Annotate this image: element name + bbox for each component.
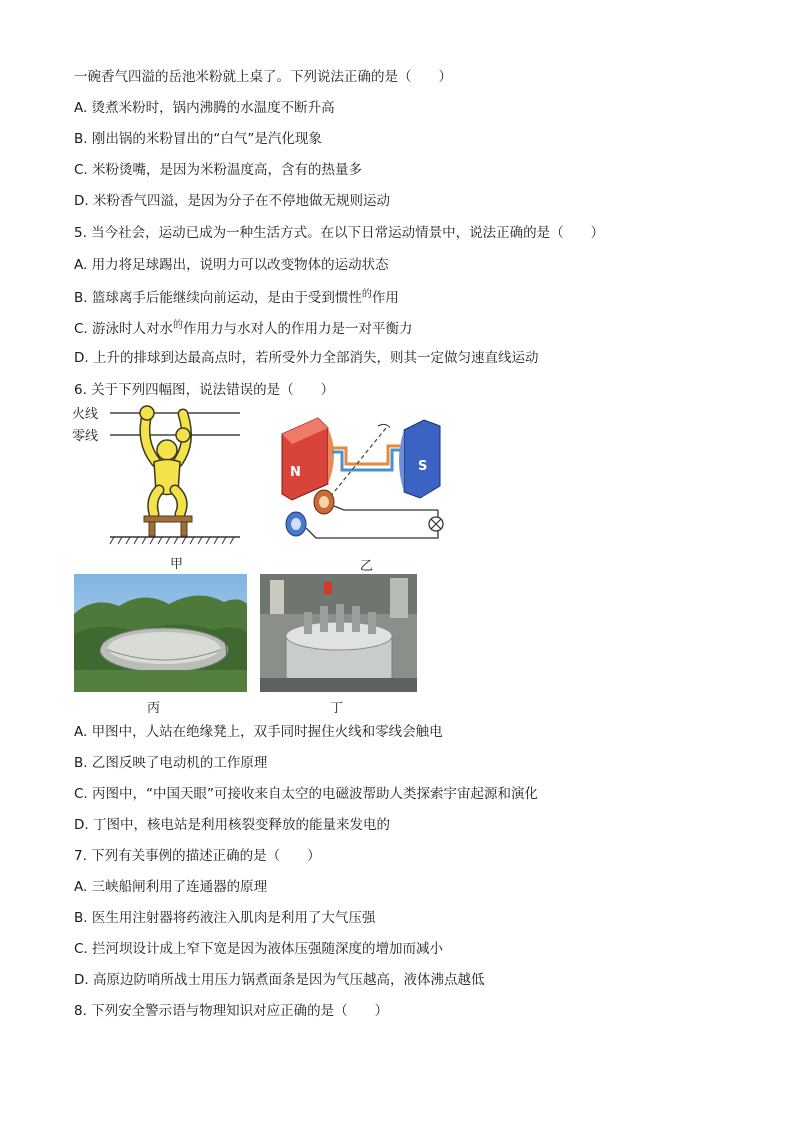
- question-5-option-c: [74, 320, 413, 340]
- question-7-option-b: B. 医生用注射器将药液注入肌肉是利用了大气压强: [74, 910, 376, 926]
- question-5-option-c-tail: 作用力与水对人的作用力是一对平衡力: [183, 321, 413, 337]
- figure-yi: [268, 414, 450, 550]
- figure-yi-caption: 乙: [360, 559, 374, 574]
- question-5-option-c-text: C. 游泳时人对水: [74, 321, 174, 337]
- question-6-option-a: A. 甲图中，人站在绝缘凳上，双手同时握住火线和零线会触电: [74, 724, 443, 740]
- live-wire-label: 火线: [72, 407, 99, 422]
- figure-bing-photo: [74, 574, 247, 692]
- question-6-option-c: C. 丙图中，“中国天眼”可接收来自太空的电磁波帮助人类探索宇宙起源和演化: [74, 786, 538, 802]
- question-8-stem: 8. 下列安全警示语与物理知识对应正确的是（ ）: [74, 1003, 389, 1019]
- question-4-option-a: A. 烫煮米粉时，锅内沸腾的水温度不断升高: [74, 100, 335, 116]
- neutral-wire-label: 零线: [72, 429, 99, 444]
- question-4-stem: 一碗香气四溢的岳池米粉就上桌了。下列说法正确的是（ ）: [74, 69, 452, 85]
- question-5-stem: 5. 当今社会，运动已成为一种生活方式。在以下日常运动情景中，说法正确的是（ ）: [74, 225, 605, 241]
- nuclear-device-image: [260, 574, 417, 692]
- question-5-option-d: D. 上升的排球到达最高点时，若所受外力全部消失，则其一定做匀速直线运动: [74, 350, 539, 366]
- person-icon: [140, 406, 190, 514]
- question-7-option-d: D. 高原边防哨所战士用压力锅煮面条是因为气压越高，液体沸点越低: [74, 972, 485, 988]
- lamp-icon: [429, 517, 443, 531]
- question-5-option-a: A. 用力将足球踢出，说明力可以改变物体的运动状态: [74, 257, 389, 273]
- question-7-option-c: C. 拦河坝设计成上窄下宽是因为液体压强随深度的增加而减小: [74, 941, 444, 957]
- figure-bing-caption: 丙: [147, 701, 161, 716]
- magnet-s-pole-icon: [399, 420, 440, 498]
- insulated-stool-icon: [144, 516, 192, 536]
- question-5-option-b-text: B. 篮球离手后能继续向前运动，是由于受到惯性: [74, 290, 362, 306]
- figure-ding-caption: 丁: [330, 701, 344, 716]
- question-6-option-b: B. 乙图反映了电动机的工作原理: [74, 755, 268, 771]
- question-7-option-a: A. 三峡船闸利用了连通器的原理: [74, 879, 268, 895]
- figure-ding-photo: [260, 574, 417, 692]
- question-6-option-d: D. 丁图中，核电站是利用核裂变释放的能量来发电的: [74, 817, 390, 833]
- magnet-n-pole-icon: [282, 418, 334, 500]
- pole-n-label: N: [290, 465, 301, 480]
- question-4-option-b: B. 刚出锅的米粉冒出的“白气”是汽化现象: [74, 131, 322, 147]
- ground-icon: [110, 537, 240, 544]
- fast-telescope-image: [74, 574, 247, 692]
- question-4-option-d: D. 米粉香气四溢，是因为分子在不停地做无规则运动: [74, 193, 390, 209]
- question-5-option-b: [74, 289, 399, 309]
- figure-jia-caption: 甲: [170, 557, 184, 572]
- coil-icon: [326, 424, 400, 502]
- question-5-option-b-sup: 的: [361, 289, 372, 300]
- question-5-option-b-tail: 作用: [371, 290, 399, 306]
- figure-jia: [70, 402, 250, 552]
- question-5-option-c-sup: 的: [173, 320, 184, 331]
- question-6-stem: 6. 关于下列四幅图，说法错误的是（ ）: [74, 382, 335, 398]
- question-7-stem: 7. 下列有关事例的描述正确的是（ ）: [74, 848, 321, 864]
- pole-s-label: S: [418, 459, 428, 474]
- question-4-option-c: C. 米粉烫嘴，是因为米粉温度高，含有的热量多: [74, 162, 363, 178]
